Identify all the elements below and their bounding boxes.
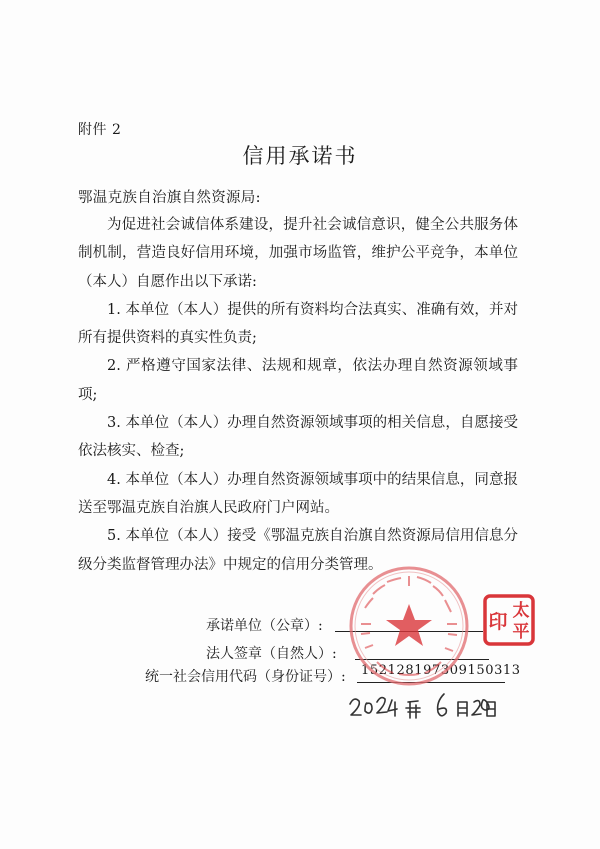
commitment-item-2: 2. 严格遵守国家法律、法规和规章，依法办理自然资源领域事项; (78, 358, 518, 403)
salutation: 鄂温克族自治旗自然资源局: (78, 190, 261, 206)
legal-signature-label: 法人签章（自然人）: (206, 646, 337, 662)
document-title: 信用承诺书 (242, 144, 358, 168)
commitment-item-5: 5. 本单位（本人）接受《鄂温克族自治旗自然资源局信用信息分级分类监督管理办法》中规定的信用分类管理。 (78, 528, 518, 573)
commitment-item-1: 1. 本单位（本人）提供的所有资料均合法真实、准确有效，并对所有提供资料的真实性负责; (78, 301, 518, 347)
commitment-body (78, 211, 518, 579)
handwritten-date (346, 690, 496, 726)
round-official-seal (347, 564, 471, 688)
svg-text:印: 印 (488, 611, 508, 633)
intro-paragraph: 为促进社会诚信体系建设，提升社会诚信意识，健全公共服务体制机制，营造良好信用环境，加强市场监管，维护公平竞争，本单位（本人）自愿作出以下承诺: (78, 217, 518, 290)
unit-seal-label: 承诺单位（公章）: (206, 618, 323, 634)
svg-text:太: 太 (512, 601, 530, 621)
commitment-item-3: 3. 本单位（本人）办理自然资源领域事项的相关信息，自愿接受依法核实、检查; (78, 415, 518, 460)
square-personal-seal (483, 594, 535, 646)
credit-code-value: 152128197309150313 (361, 663, 521, 678)
attachment-label: 附件 2 (78, 122, 122, 138)
svg-text:平: 平 (512, 622, 530, 642)
commitment-item-4: 4. 本单位（本人）办理自然资源领域事项中的结果信息，同意报送至鄂温克族自治旗人民政府门户网站。 (78, 471, 518, 516)
credit-code-label: 统一社会信用代码（身份证号）: (145, 669, 346, 685)
